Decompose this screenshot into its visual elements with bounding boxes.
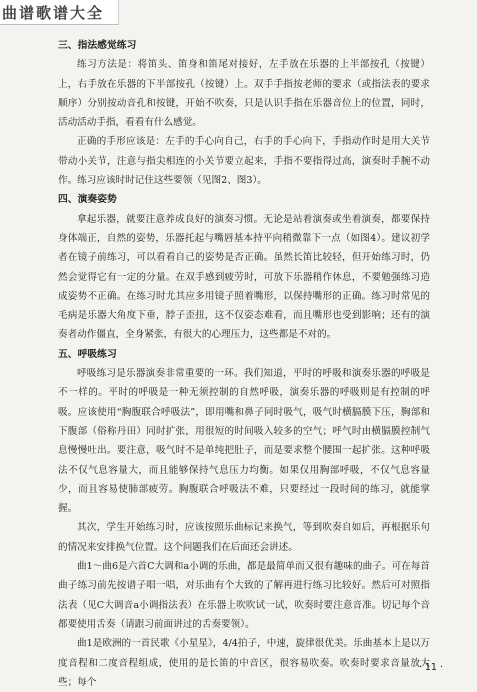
paragraph: 正确的手形应该是：左手的手心向自己，右手的手心向下，手指动作时是用大关节带动小关节，注意与指尖相连的小关节要立起来，手指不要指得过高，演奏时手腕不动作。练习应该时时记住这些要领（见图2、图3）。 bbox=[58, 136, 430, 187]
paragraph: 呼吸练习是乐器演奏非常重要的一环。我们知道，平时的呼吸和演奏乐器的呼吸是不一样的。平时的呼吸是一种无须控制的自然呼吸，演奏乐器的呼吸则是有控制的呼吸。应该使用“胸腹联合呼吸法”，即用嘴和鼻子同时吸气，吸气时横膈膜下压，胸部和下腹部（俗称丹田）同时扩张，用很短的时间吸入较多的空气；呼气时由横膈膜控制气息慢慢吐出。要注意，吸气时不是单纯把肚子，而是要求整个腰围一起扩张。这种呼吸法不仅气息容量大，而且能够保持气息压力均衡。如果仅用胸部呼吸，不仅气息容量少，而且容易使肺部疲劳。胸腹联合呼吸法不难，只要经过一段时间的练习，就能掌握。 bbox=[58, 368, 430, 515]
site-logo-text: 曲谱歌谱大全 bbox=[2, 4, 105, 22]
paragraph: 练习方法是：将笛头、笛身和笛尾对接好，左手放在乐器的上半部按孔（按键）上，右手放在乐器的下半部按孔（按键）上。双手手指按老师的要求（或指法表的要求顺序）分别按动音孔和按键，开始不吹奏，只是认识手指在乐器音位上的位置，同时，活动活动手指，看看有什么感觉。 bbox=[58, 59, 430, 129]
site-logo bbox=[0, 0, 119, 25]
section-heading-posture: 四、演奏姿势 bbox=[58, 194, 117, 206]
section-heading-breathing: 五、呼吸练习 bbox=[58, 348, 117, 360]
page-number: · 11 · bbox=[418, 662, 443, 673]
paragraph: 曲1～曲6是六首C大调和a小调的乐曲，都是最简单而又很有趣味的曲子。可在每首曲子练习前先按谱子唱一唱，对乐曲有个大致的了解再进行练习比较好。然后可对照指法表（见C大调音a小调指法表）在乐器上吹吹试一试，吹奏时要注意音准。切记每个音都要使用舌奏（请跟习前面讲过的舌奏要领）。 bbox=[58, 561, 430, 630]
paragraph: 拿起乐器，就要注意养成良好的演奏习惯。无论是站着演奏或坐着演奏，都要保持身体端正，自然的姿势，乐器托起与嘴唇基本持平向稍微靠下一点（如图4）。建议初学者在镜子前练习，可以看看自己的姿势是否正确。虽然长笛比较轻，但开始练习时，仍然会觉得它有一定的分量。在双手感到疲劳时，可放下乐器稍作休息，不要勉强练习造成姿势不正确。在练习时尤其应多用镜子照着嘴形，以保持嘴形的正确。练习时常见的毛病是乐器大角度下垂，脖子歪扭，这不仅姿态难看，而且嘴形也受到影响；还有的演奏者动作僵直，全身紧张，有很大的心理压力，这些都是不对的。 bbox=[58, 213, 430, 341]
section-heading-fingering: 三、指法感觉练习 bbox=[58, 40, 137, 51]
paragraph: 其次，学生开始练习时，应该按照乐曲标记来换气，等到吹奏自如后，再根据乐句的情况来安排换气位置。这个问题我们在后面还会讲述。 bbox=[58, 522, 430, 553]
page-body bbox=[58, 36, 430, 692]
paragraph: 曲1是欧洲的一首民歌《小星星》，4/4拍子，中速，旋律很优美。乐曲基本上是以万度音程和二度音程组成，使用的是长笛的中音区，很容易吹奏。吹奏时要求音量放大些；每个 bbox=[58, 638, 430, 688]
